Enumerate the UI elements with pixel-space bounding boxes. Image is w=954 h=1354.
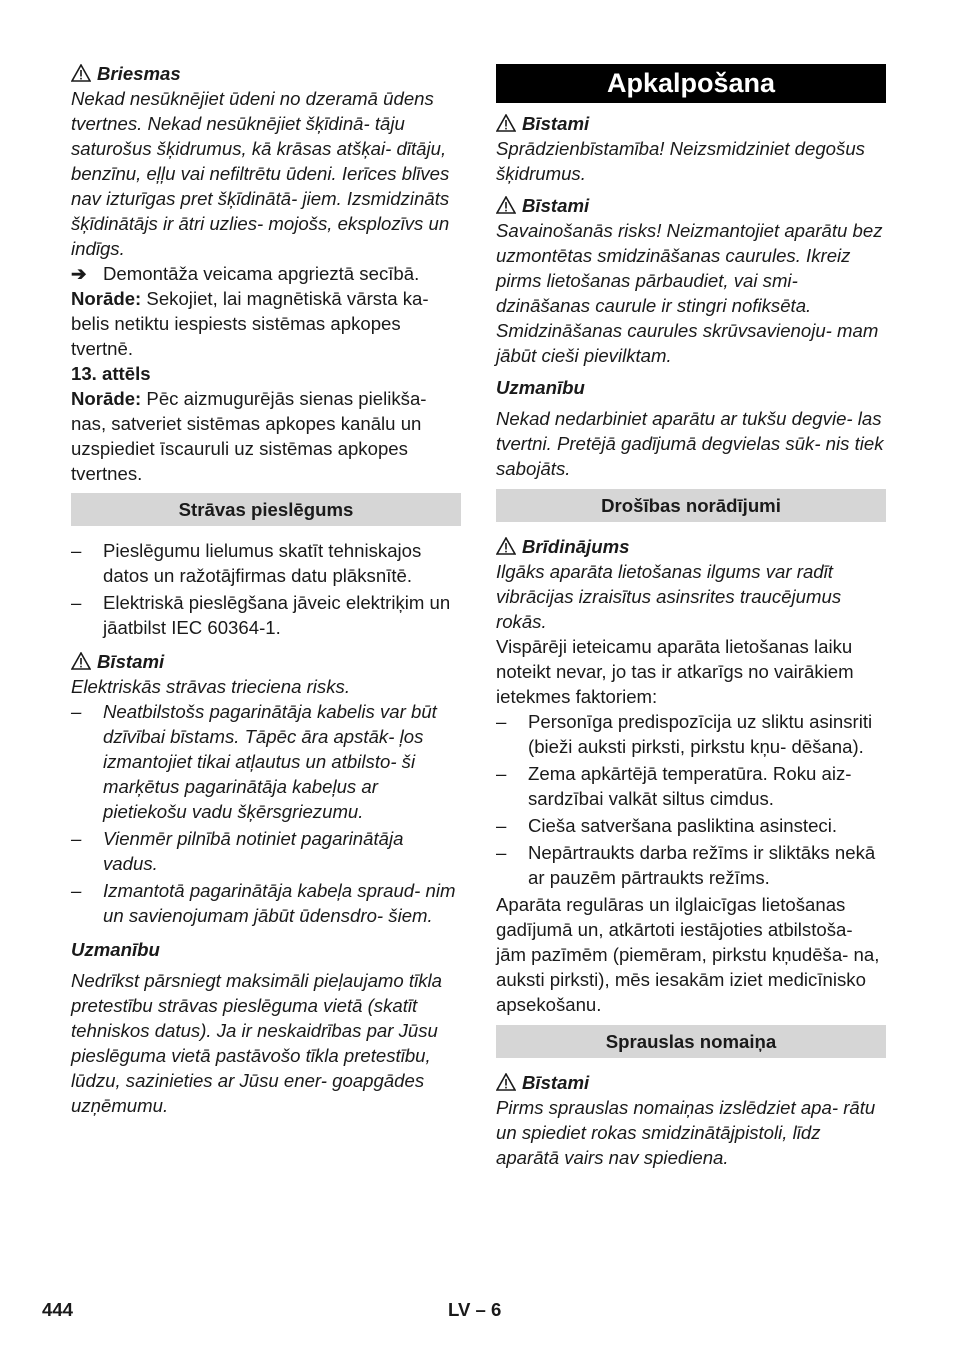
- power-list: [71, 538, 461, 640]
- note-paragraph: [71, 386, 461, 486]
- list-item: – Nepārtraukts darba režīms ir sliktāks nekā ar pauzēm pārtraukts režīms.: [496, 840, 886, 890]
- left-column: [71, 60, 461, 1118]
- caution-heading: Uzmanību: [496, 377, 585, 398]
- list-item: – Izmantotā pagarinātāja kabeļa spraud- nim un savienojumam jābūt ūdensdro- šiem.: [71, 878, 461, 928]
- language-page-label: LV – 6: [448, 1299, 502, 1320]
- warning-heading-danger: [71, 649, 461, 674]
- note-text: Pēc aizmugurējās sienas pielikša- nas, satveriet sistēmas apkopes kanālu un uzspiediet īscauruli uz sistēmas apkopes tvertnes.: [71, 388, 427, 484]
- warning-title: Briesmas: [97, 63, 181, 84]
- list-item: – Cieša satveršana pasliktina asinsteci.: [496, 813, 886, 838]
- caution-text: Nekad nedarbiniet aparātu ar tukšu degvie- las tvertni. Pretējā gadījumā degvielas sūk- nis tiek sabojāts.: [496, 408, 884, 479]
- section-heading-nozzle: Sprauslas nomaiņa: [496, 1025, 886, 1058]
- warning-title: Bīstami: [522, 195, 590, 216]
- section-heading-safety: Drošības norādījumi: [496, 489, 886, 522]
- figure-reference: 13. attēls: [71, 363, 151, 384]
- list-item: – Neatbilstošs pagarinātāja kabelis var būt dzīvībai bīstams. Tāpēc āra apstāk- ļos izmantojiet tikai atļautus un atbilsto- ši marķētus pagarinātāja kabeļus ar pietiekošu vadu šķērsgriezumu.: [71, 699, 461, 824]
- warning-title: Bīstami: [97, 651, 165, 672]
- danger-list: [71, 699, 461, 928]
- warning-heading-danger: [71, 61, 461, 86]
- section-heading-power: Strāvas pieslēgums: [71, 493, 461, 526]
- warning-triangle-icon: [496, 537, 516, 555]
- caution-text: Nedrīkst pārsniegt maksimāli pieļaujamo tīkla pretestību strāvas pieslēguma vietā (skatīt tehniskos datus). Ja ir neskaidrības par Jūsu pieslēguma vietā pastāvošo tīkla pretestību, lūdzu, sazinieties ar Jūsu ener- goapgādes uzņēmumu.: [71, 970, 442, 1116]
- warning-text: Elektriskās strāvas trieciena risks.: [71, 676, 350, 697]
- warning-title: Brīdinājums: [522, 536, 630, 557]
- page-number: 444: [42, 1299, 74, 1320]
- note-label: Norāde:: [71, 388, 142, 409]
- body-paragraph: Vispārēji ieteicamu aparāta lietošanas laiku noteikt nevar, jo tas ir atkarīgs no vairākiem ietekmes faktoriem:: [496, 636, 854, 707]
- factors-list: [496, 709, 886, 890]
- note-label: Norāde:: [71, 288, 142, 309]
- list-item: – Personīga predispozīcija uz sliktu asinsriti (bieži auksti pirksti, pirkstu kņu- dēšana).: [496, 709, 886, 759]
- list-item: – Pieslēgumu lielumus skatīt tehniskajos datos un ražotājfirmas datu plāksnītē.: [71, 538, 461, 588]
- caution-heading: Uzmanību: [71, 939, 160, 960]
- arrow-right-icon: ➔: [71, 263, 87, 284]
- chapter-title: Apkalpošana: [496, 64, 886, 103]
- warning-triangle-icon: [71, 652, 91, 670]
- warning-triangle-icon: [71, 64, 91, 82]
- list-item: – Zema apkārtējā temperatūra. Roku aiz- sardzībai valkāt siltus cimdus.: [496, 761, 886, 811]
- warning-heading-danger: [496, 193, 886, 218]
- note-text: Sekojiet, lai magnētiskā vārsta ka- belis netiktu iespiests sistēmas apkopes tvertnē.: [71, 288, 429, 359]
- warning-heading-danger: [496, 1070, 886, 1095]
- warning-triangle-icon: [496, 114, 516, 132]
- right-column: [496, 60, 886, 1170]
- list-item: – Vienmēr pilnībā notiniet pagarinātāja vadus.: [71, 826, 461, 876]
- warning-heading-warning: [496, 534, 886, 559]
- warning-triangle-icon: [496, 196, 516, 214]
- arrow-instruction: [71, 261, 461, 286]
- warning-title: Bīstami: [522, 113, 590, 134]
- warning-title: Bīstami: [522, 1072, 590, 1093]
- warning-text: Nekad nesūknējiet ūdeni no dzeramā ūdens tvertnes. Nekad nesūknējiet šķīdinā- tāju saturošus šķidrumus, kā krāsas atšķai- dītāju, benzīnu, eļļu vai nefiltrētu ūdeni. Ierīces blīves nav izturīgas pret šķīdinātā- jiem. Izsmidzināts šķīdinātājs ir ātri uzlies- mojošs, eksplozīvs un indīgs.: [71, 88, 450, 259]
- warning-text: Pirms sprauslas nomaiņas izslēdziet apa- rātu un spiediet rokas smidzinātājpistoli, līdz aparātā vairs nav spiediena.: [496, 1097, 876, 1168]
- warning-heading-danger: [496, 111, 886, 136]
- warning-triangle-icon: [496, 1073, 516, 1091]
- warning-text: Ilgāks aparāta lietošanas ilgums var radīt vibrācijas izraisītus asinsrites traucējumus rokās.: [496, 561, 842, 632]
- note-paragraph: [71, 286, 461, 361]
- arrow-instruction-text: Demontāža veicama apgrieztā secībā.: [103, 263, 420, 284]
- body-paragraph: Aparāta regulāras un ilglaicīgas lietošanas gadījumā un, atkārtoti iestājoties atbilstoša- jām pazīmēm (piemēram, pirkstu kņudēša- na, auksti pirksti), mēs iesakām iziet medicīnisko apsekošanu.: [496, 894, 880, 1015]
- warning-text: Savainošanās risks! Neizmantojiet aparātu bez uzmontētas smidzināšanas caurules. Ikreiz pirms lietošanas pārbaudiet, vai smi- dzināšanas caurule ir stingri nofiksēta. Smidzināšanas caurules skrūvsavienoju- mam jābūt cieši pievilktam.: [496, 220, 883, 366]
- warning-text: Sprādzienbīstamība! Neizsmidziniet degošus šķidrumus.: [496, 138, 865, 184]
- list-item: – Elektriskā pieslēgšana jāveic elektriķim un jāatbilst IEC 60364-1.: [71, 590, 461, 640]
